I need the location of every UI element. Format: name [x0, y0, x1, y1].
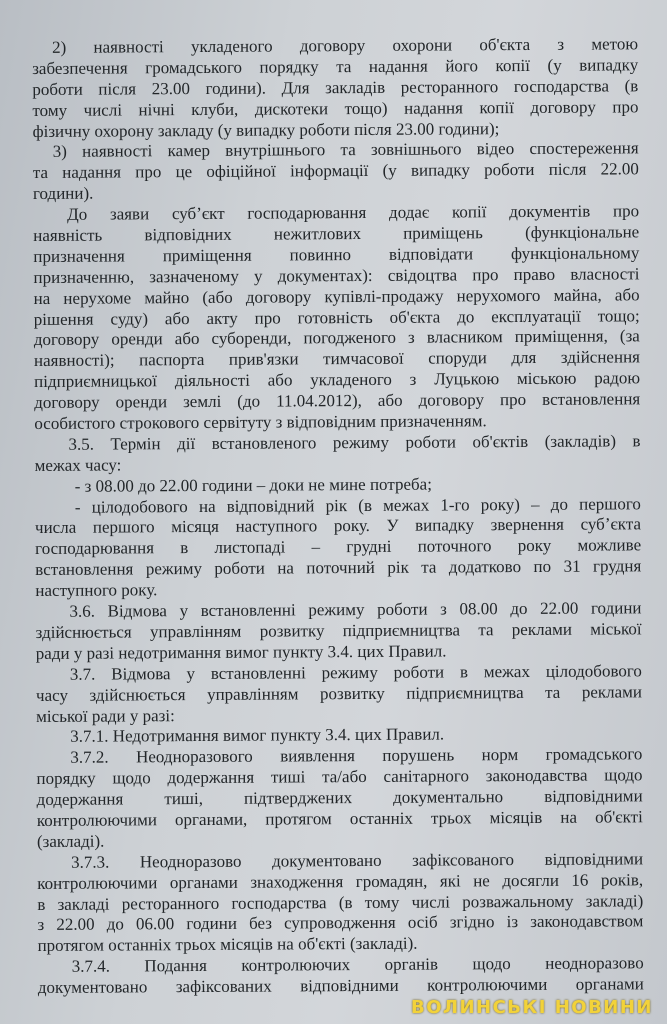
text-line: контролюючими органами, протягом останніх трьох місяців на об'єкті	[36, 807, 643, 830]
text-line: фізичну охорону закладу (у випадку роботи після 23.00 години);	[32, 118, 500, 141]
text-line: призначенню, зазначеному у документах): свідоцтва про право власності	[33, 264, 640, 287]
text-line: 3.5. Термін дії встановленого режиму роботи об'єктів (закладів) в	[68, 431, 641, 454]
text-line: 3.7. Відмова у встановленні режиму роботи в межах цілодобового	[69, 661, 642, 684]
text-line: з 22.00 до 06.00 години без супроводження осіб згідно із законодавством	[37, 911, 644, 935]
text-line: ради у разі недотримання вимог пункту 3.4. цих Правил.	[35, 641, 447, 663]
text-line: підприємницької діяльності або укладеного з Луцькою міською радою	[34, 368, 641, 392]
text-line: наступного року.	[35, 580, 158, 601]
text-line: години).	[32, 183, 94, 204]
text-line: здійснюється управлінням розвитку підприємництва та реклами міської	[35, 619, 642, 642]
document-page	[32, 34, 644, 999]
text-line: числа першого місяця наступного року. У випадку звернення суб’єкта	[34, 514, 642, 538]
text-line: призначення приміщення повинно відповідати функціональному	[33, 243, 640, 266]
text-line: 3.7.1. Недотримання вимог пункту 3.4. цих Правил.	[70, 724, 445, 747]
text-line: тому числі нічні клуби, дискотеки тощо) надання копії договору про	[32, 96, 639, 120]
text-line: часу здійснюється управлінням розвитку підприємництва та реклами	[35, 681, 643, 705]
text-line: міської ради у разі:	[36, 705, 175, 726]
text-line: документовано зафіксованих відповідними контролюючими органами	[37, 974, 644, 998]
text-line: наявності); паспорта прив'язки тимчасової споруди для здійснення	[33, 347, 641, 371]
text-line: 2) наявності укладеного договору охорони об'єкта з метою	[51, 34, 639, 57]
text-line: договору оренди землі (до 11.04.2012), або договору про встановлення	[34, 389, 641, 413]
text-line: 3.7.3. Неодноразово документовано зафіксованого відповідними	[70, 849, 644, 872]
text-line: порядку щодо додержання тиші та/або санітарного законодавства щодо	[36, 765, 643, 789]
text-line: - цілодобового на відповідний рік (в межах 1-го року) – до першого	[74, 493, 641, 517]
text-line: 3.7.4. Подання контролюючих органів щодо неодноразово	[71, 953, 644, 976]
text-line: 3.6. Відмова у встановленні режиму роботи з 08.00 до 22.00 години	[69, 598, 642, 621]
text-line: особистого строкового сервітуту з відповідним призначенням.	[34, 411, 487, 434]
text-line: межах часу:	[34, 455, 122, 475]
text-line: протягом останніх трьох місяців на об'єкті (закладі).	[37, 933, 418, 956]
text-line: контролюючими органами знаходження громадян, які не досягли 16 років,	[37, 869, 644, 893]
text-line: в закладі ресторанного господарства (в тому числі розважальному закладі)	[37, 890, 644, 914]
text-line: роботи після 23.00 години). Для закладів ресторанного господарства (в	[32, 76, 639, 99]
text-line: До заяви суб’єкт господарювання додає копії документів про	[67, 201, 640, 224]
text-line: договору оренди або суборенди, погодженого з власником приміщення, (за	[33, 326, 640, 350]
text-line: (закладі).	[36, 831, 105, 851]
text-line: та надання про це офіційної інформації (у випадку роботи після 22.00	[32, 159, 639, 183]
text-line: додержання тиші, підтверджених документально відповідними	[36, 786, 643, 810]
text-line: господарювання в листопаді – грудні поточного року можливе	[35, 535, 642, 559]
text-line: встановлення режиму роботи на поточний рік та додатково по 31 грудня	[35, 556, 642, 580]
text-line: - з 08.00 до 22.00 години – доки не мине потреба;	[74, 474, 432, 496]
text-line: 3) наявності камер внутрішнього та зовнішнього відео спостереження	[52, 138, 639, 162]
text-line: рішення суду) або акту про готовність об'єкта до експлуатації тощо;	[33, 305, 640, 329]
text-line: на нерухоме майно (або договору купівлі-продажу нерухомого майна, або	[33, 284, 640, 308]
text-line: 3.7.2. Неодноразового виявлення порушень норм громадського	[70, 744, 643, 768]
text-line: наявність відповідних нежитлових приміщень (функціональне	[33, 222, 640, 246]
text-line: забезпечення громадського порядку та надання його копії (у випадку	[32, 55, 639, 78]
watermark-logo: ВОЛИНСЬКІ НОВИНИ	[411, 997, 653, 1018]
